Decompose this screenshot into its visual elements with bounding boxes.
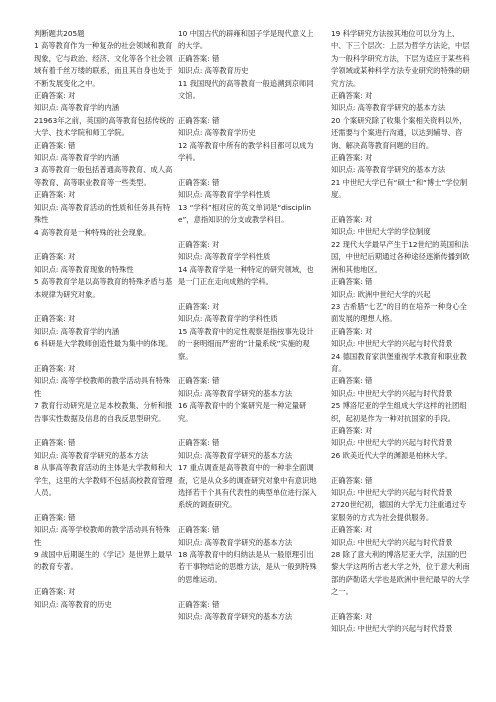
question-text: 1 高等教育作为一种复杂的社会领域和教育现象，它与政治、经济、文化等各个社会领域有着千丝万缕的联系，而且其自身也处于不断发展变化之中。 (34, 41, 173, 88)
question-text: 17 重点调查是高等教育中的一种非全面调查，它是从众多的调查研究对象中有意识地选择若干个具有代表性的典型单位进行深入系统的调查研究。 (178, 463, 317, 510)
blank-line (34, 499, 176, 511)
blank-line (178, 425, 320, 437)
answer-line: 正确答案: 错 (331, 277, 373, 287)
answer-line: 正确答案: 对 (34, 190, 76, 200)
question-text: 7 教育行动研究是立足本校教集、分析和报告事实性数据及信息的自我反思型研究。 (34, 401, 173, 423)
blank-line (34, 574, 176, 586)
knowledge-point-line: 知识点: 中世纪大学的兴起与时代背景 (331, 624, 453, 634)
blank-line (178, 102, 320, 114)
blank-line (34, 351, 176, 363)
knowledge-point-line: 知识点: 高等教育学研究的基本方法 (178, 450, 293, 460)
question-text: 21963年之前，英国的高等教育包括传统的大学、技术学院和师工学院。 (34, 115, 174, 138)
question-text: 11 我国现代的高等教育一般追溯到京师同文馆。 (178, 78, 314, 101)
question-text: 10 中国古代的辟雍和国子学是现代意义上的大学。 (178, 29, 314, 51)
blank-line (331, 462, 473, 474)
question-text: 12 高等教育中所有的教学科目都可以成为学科。 (178, 140, 314, 163)
blank-line (178, 288, 320, 300)
question-text: 15 高等教育中的定性观察是指按事先设计的一套明细而严密的“计量系统”实施的观察。 (178, 326, 314, 361)
question-text: 20 个案研究除了收集个案相关资料以外，还需要与个案进行沟通，以达到辅导、咨询、解决高等教育问题的目的。 (331, 115, 467, 150)
question-text: 3 高等教育一般包括普通高等教育、成人高等教育、高等职业教育等一些类型。 (34, 165, 173, 187)
knowledge-point-line: 知识点: 中世纪大学的兴起与时代背景 (331, 438, 453, 448)
question-text: 9 战国中后期诞生的《学记》是世界上最早的教育专著。 (34, 549, 173, 572)
answer-line: 正确答案: 对 (178, 301, 220, 311)
knowledge-point-line: 知识点: 高等教育学的学科性质 (178, 314, 278, 324)
question-text: 8 从事高等教育活动的主体是大学教师和大学生，这里的大学教师不包括高校教育管理人员。 (34, 463, 173, 497)
answer-line: 正确答案: 错 (34, 512, 76, 522)
knowledge-point-line: 知识点: 高等教育学研究的基本方法 (178, 388, 293, 398)
knowledge-point-line: 知识点: 高等教育学研究的基本方法 (178, 611, 293, 621)
answer-line: 正确答案: 对 (178, 239, 220, 249)
answer-line: 正确答案: 错 (178, 376, 220, 386)
question-text: 23 古希腊“七艺”的目的在培养一种身心全面发展的理想人格。 (331, 301, 467, 324)
answer-line: 正确答案: 错 (178, 53, 220, 63)
knowledge-point-line: 知识点: 中世纪大学的兴起与时代背景 (331, 488, 453, 497)
answer-line: 正确答案: 错 (331, 475, 373, 485)
knowledge-point-line: 知识点: 高等教育学研究的基本方法 (34, 450, 149, 460)
knowledge-point-line: 知识点: 高等教育现象的特殊性 (34, 264, 134, 274)
answer-line: 正确答案: 错 (331, 376, 373, 386)
question-text: 19 科学研究方法按其地位可以分为上、中、下三个层次：上层为哲学方法论，中层为一般科学研究方法，下层为适应于某些科学领域或某种科学方法专业研究的特殊的研究方法。 (331, 29, 470, 88)
question-text: 25 博洛尼亚的学生组成大学这样的社团组织，起初是作为一种对抗国家的手段。 (331, 401, 467, 423)
knowledge-point-line: 知识点: 高等教育学研究的基本方法 (178, 537, 293, 547)
knowledge-point-line: 知识点: 中世纪大学的学位制度 (331, 227, 431, 237)
blank-line (178, 226, 320, 238)
question-text: 6 科研是大学教师创造性最为集中的体现。 (34, 339, 173, 349)
knowledge-point-line: 知识点: 高等教育学研究的基本方法 (331, 103, 446, 113)
answer-line: 正确答案: 对 (331, 91, 373, 101)
question-text: 26 欧美近代大学的渊源是柏林大学。 (331, 450, 453, 460)
question-text: 2720世纪初，德国的大学无力注重通过专家服务的方式为社会提供服务。 (331, 500, 467, 522)
knowledge-point-line: 知识点: 高等教育学的内涵 (34, 103, 120, 113)
answer-line: 正确答案: 对 (331, 215, 373, 225)
knowledge-point-line: 知识点: 高等学校教师的教学活动具有特殊性 (34, 525, 171, 547)
knowledge-point-line: 知识点: 高等教育学学科性质 (178, 190, 271, 200)
answer-line: 正确答案: 错 (178, 525, 220, 535)
answer-line: 正确答案: 对 (331, 525, 373, 535)
knowledge-point-line: 知识点: 高等学校教师的教学活动具有特殊性 (34, 376, 171, 398)
blank-line (331, 202, 473, 214)
answer-line: 正确答案: 对 (34, 314, 76, 324)
blank-line (178, 363, 320, 375)
column-1 (34, 28, 176, 611)
blank-line (331, 599, 473, 611)
question-text: 5 高等教育学是以高等教育的特殊矛盾与基本规律为研究对象。 (34, 277, 173, 299)
question-text: 13 “学科”相对应的英文单词是“discipline”，意指知识的分支或教学科目。 (178, 202, 312, 225)
knowledge-point-line: 知识点: 高等教育学的内涵 (34, 326, 120, 336)
question-text: 14 高等教育学是一种特定的研究领域，也是一门正在走向成熟的学科。 (178, 264, 314, 287)
column-2 (178, 28, 320, 623)
answer-line: 正确答案: 对 (34, 587, 76, 597)
answer-line: 正确答案: 错 (178, 599, 220, 609)
question-text: 16 高等教育中的个案研究是一种定量研究。 (178, 401, 307, 423)
answer-line: 正确答案: 对 (34, 252, 76, 262)
knowledge-point-line: 知识点: 高等教育学历史 (178, 128, 256, 138)
knowledge-point-line: 知识点: 高等教育学研究的基本方法 (331, 165, 446, 175)
answer-line: 正确答案: 错 (34, 438, 76, 448)
answer-line: 正确答案: 对 (34, 91, 76, 101)
answer-line: 正确答案: 错 (178, 115, 220, 125)
answer-line: 正确答案: 对 (331, 153, 373, 163)
section-title: 判断题共205题 (34, 29, 85, 38)
answer-line: 正确答案: 对 (331, 425, 373, 435)
question-text: 22 现代大学最早产生于12世纪的英国和法国，中世纪后期通过各种途径逐渐传播到欧洲和其他地区。 (331, 239, 470, 274)
blank-line (178, 164, 320, 176)
knowledge-point-line: 知识点: 高等教育学学科性质 (178, 252, 271, 262)
knowledge-point-line: 知识点: 高等教育学的内涵 (34, 153, 120, 163)
question-text: 24 德国教育家洪堡重视学术教育和职业教育。 (331, 351, 467, 373)
knowledge-point-line: 知识点: 高等教育活动的性质和任务具有特殊性 (34, 202, 171, 225)
blank-line (178, 586, 320, 598)
knowledge-point-line: 知识点: 欧洲中世纪大学的兴起 (331, 289, 431, 299)
knowledge-point-line: 知识点: 高等教育的历史 (34, 599, 112, 609)
answer-line: 正确答案: 对 (331, 326, 373, 336)
answer-line: 正确答案: 错 (178, 177, 220, 187)
blank-line (34, 239, 176, 251)
knowledge-point-line: 知识点: 中世纪大学的兴起与时代背景 (331, 537, 453, 547)
question-text: 21 中世纪大学已有“硕士”和“博士”学位制度。 (331, 177, 468, 200)
blank-line (34, 301, 176, 313)
knowledge-point-line: 知识点: 中世纪大学的兴起与时代背景 (331, 339, 453, 349)
answer-line: 正确答案: 对 (34, 363, 76, 373)
question-text: 4 高等教育是一种特殊的社会现象。 (34, 227, 151, 237)
blank-line (34, 425, 176, 437)
answer-line: 正确答案: 错 (178, 438, 220, 448)
blank-line (178, 512, 320, 524)
question-text: 28 除了意大利的博洛尼亚大学，法国的巴黎大学这两所古老大学之外，位于意大利南部的萨勒诺大学也是欧洲中世纪最早的大学之一。 (331, 550, 470, 597)
question-text: 18 高等教育中的归纳法是从一般原理引出若干事物结论的思维方法，是从一般到特殊的思维运动。 (178, 549, 317, 584)
answer-line: 正确答案: 错 (34, 140, 76, 150)
knowledge-point-line: 知识点: 高等教育历史 (178, 66, 249, 76)
answer-line: 正确答案: 对 (331, 612, 373, 622)
knowledge-point-line: 知识点: 中世纪大学的兴起与时代背景 (331, 388, 453, 398)
column-3 (331, 28, 473, 636)
